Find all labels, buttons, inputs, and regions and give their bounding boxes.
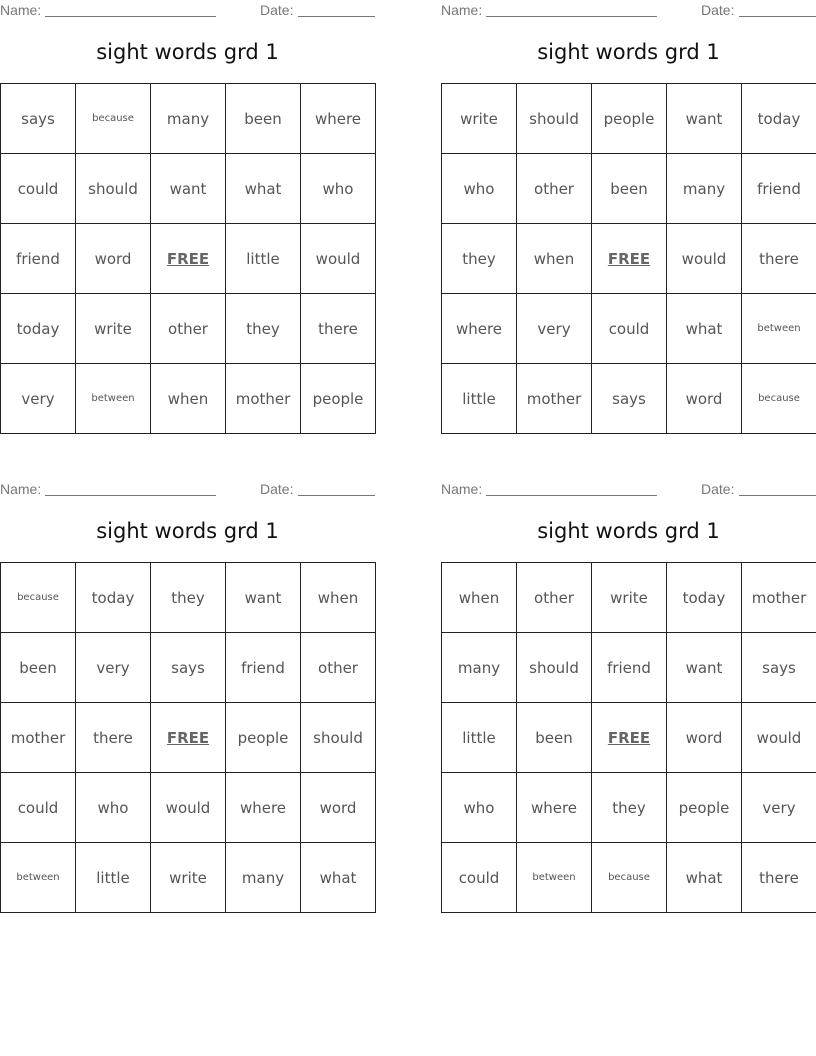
word-cell: says	[1, 84, 76, 154]
card-title-text: sight words grd 1	[96, 40, 279, 64]
date-label: Date:	[260, 2, 294, 18]
date-line	[739, 16, 816, 17]
grid-row	[442, 633, 816, 703]
word-cell: what	[226, 154, 301, 224]
bingo-grid	[441, 83, 816, 434]
word-cell: would	[301, 224, 376, 294]
free-space-cell: FREE	[592, 703, 667, 773]
word-cell: between	[1, 843, 76, 913]
word-cell: should	[517, 84, 592, 154]
word-cell: other	[301, 633, 376, 703]
bingo-card-2	[441, 0, 816, 408]
word-cell: who	[301, 154, 376, 224]
grid-row	[1, 703, 376, 773]
word-cell: could	[1, 773, 76, 843]
grid-row	[442, 843, 816, 913]
word-cell: could	[1, 154, 76, 224]
word-cell: friend	[226, 633, 301, 703]
word-cell: should	[517, 633, 592, 703]
word-cell: people	[667, 773, 742, 843]
word-cell: there	[76, 703, 151, 773]
bingo-card-3	[0, 479, 375, 887]
word-cell: there	[742, 224, 816, 294]
word-cell: been	[1, 633, 76, 703]
word-cell: other	[151, 294, 226, 364]
word-cell: write	[592, 563, 667, 633]
word-cell: they	[592, 773, 667, 843]
word-cell: when	[151, 364, 226, 434]
word-cell: should	[301, 703, 376, 773]
grid-row	[442, 563, 816, 633]
word-cell: would	[151, 773, 226, 843]
date-label: Date:	[260, 481, 294, 497]
grid-row	[442, 703, 816, 773]
word-cell: today	[1, 294, 76, 364]
grid-row	[1, 224, 376, 294]
word-cell: because	[1, 563, 76, 633]
grid-row	[442, 84, 816, 154]
word-cell: what	[667, 294, 742, 364]
date-line	[739, 495, 816, 496]
word-cell: because	[592, 843, 667, 913]
bingo-grid	[0, 83, 376, 434]
word-cell: write	[151, 843, 226, 913]
card-header	[441, 0, 816, 22]
word-cell: there	[742, 843, 816, 913]
grid-row	[1, 633, 376, 703]
card-header	[0, 479, 375, 501]
word-cell: between	[742, 294, 816, 364]
word-cell: want	[151, 154, 226, 224]
word-cell: other	[517, 563, 592, 633]
word-cell: says	[742, 633, 816, 703]
word-cell: other	[517, 154, 592, 224]
word-cell: word	[76, 224, 151, 294]
word-cell: want	[667, 84, 742, 154]
word-cell: very	[742, 773, 816, 843]
word-cell: they	[226, 294, 301, 364]
card-title	[0, 40, 375, 64]
word-cell: today	[667, 563, 742, 633]
grid-row	[442, 154, 816, 224]
word-cell: who	[442, 773, 517, 843]
name-label: Name:	[0, 481, 42, 497]
word-cell: would	[742, 703, 816, 773]
word-cell: little	[76, 843, 151, 913]
word-cell: write	[76, 294, 151, 364]
word-cell: should	[76, 154, 151, 224]
word-cell: when	[517, 224, 592, 294]
word-cell: where	[517, 773, 592, 843]
word-cell: little	[442, 364, 517, 434]
word-cell: because	[76, 84, 151, 154]
name-line	[45, 16, 216, 17]
word-cell: mother	[742, 563, 816, 633]
word-cell: they	[442, 224, 517, 294]
word-cell: says	[592, 364, 667, 434]
word-cell: because	[742, 364, 816, 434]
word-cell: many	[226, 843, 301, 913]
word-cell: word	[301, 773, 376, 843]
word-cell: they	[151, 563, 226, 633]
bingo-grid	[0, 562, 376, 913]
card-header	[441, 479, 816, 501]
free-space-cell: FREE	[151, 703, 226, 773]
word-cell: says	[151, 633, 226, 703]
grid-row	[1, 563, 376, 633]
grid-row	[442, 294, 816, 364]
date-label: Date:	[701, 481, 735, 497]
word-cell: what	[301, 843, 376, 913]
grid-row	[1, 364, 376, 434]
word-cell: today	[742, 84, 816, 154]
free-space-cell: FREE	[592, 224, 667, 294]
word-cell: who	[76, 773, 151, 843]
card-title	[0, 519, 375, 543]
date-line	[298, 16, 375, 17]
grid-row	[1, 843, 376, 913]
bingo-card-1	[0, 0, 375, 408]
word-cell: little	[226, 224, 301, 294]
word-cell: mother	[517, 364, 592, 434]
word-cell: word	[667, 364, 742, 434]
word-cell: between	[76, 364, 151, 434]
card-title-text: sight words grd 1	[96, 519, 279, 543]
word-cell: been	[517, 703, 592, 773]
word-cell: would	[667, 224, 742, 294]
card-title	[441, 40, 816, 64]
bingo-card-4	[441, 479, 816, 887]
word-cell: there	[301, 294, 376, 364]
word-cell: friend	[592, 633, 667, 703]
word-cell: many	[667, 154, 742, 224]
name-label: Name:	[0, 2, 42, 18]
word-cell: when	[442, 563, 517, 633]
grid-row	[1, 294, 376, 364]
date-line	[298, 495, 375, 496]
grid-row	[1, 773, 376, 843]
word-cell: been	[226, 84, 301, 154]
name-line	[486, 16, 657, 17]
word-cell: where	[442, 294, 517, 364]
card-header	[0, 0, 375, 22]
name-line	[45, 495, 216, 496]
word-cell: between	[517, 843, 592, 913]
word-cell: could	[442, 843, 517, 913]
grid-row	[442, 364, 816, 434]
word-cell: many	[151, 84, 226, 154]
grid-row	[442, 773, 816, 843]
date-label: Date:	[701, 2, 735, 18]
card-title	[441, 519, 816, 543]
free-space-cell: FREE	[151, 224, 226, 294]
word-cell: word	[667, 703, 742, 773]
word-cell: many	[442, 633, 517, 703]
word-cell: today	[76, 563, 151, 633]
grid-row	[1, 84, 376, 154]
name-label: Name:	[441, 2, 483, 18]
word-cell: very	[76, 633, 151, 703]
card-title-text: sight words grd 1	[537, 40, 720, 64]
word-cell: very	[517, 294, 592, 364]
word-cell: people	[301, 364, 376, 434]
word-cell: been	[592, 154, 667, 224]
word-cell: mother	[1, 703, 76, 773]
word-cell: want	[667, 633, 742, 703]
grid-row	[1, 154, 376, 224]
bingo-grid	[441, 562, 816, 913]
word-cell: where	[301, 84, 376, 154]
word-cell: could	[592, 294, 667, 364]
word-cell: friend	[1, 224, 76, 294]
word-cell: who	[442, 154, 517, 224]
word-cell: very	[1, 364, 76, 434]
word-cell: little	[442, 703, 517, 773]
word-cell: friend	[742, 154, 816, 224]
word-cell: want	[226, 563, 301, 633]
word-cell: people	[226, 703, 301, 773]
word-cell: mother	[226, 364, 301, 434]
word-cell: what	[667, 843, 742, 913]
word-cell: where	[226, 773, 301, 843]
card-title-text: sight words grd 1	[537, 519, 720, 543]
word-cell: people	[592, 84, 667, 154]
word-cell: when	[301, 563, 376, 633]
grid-row	[442, 224, 816, 294]
name-line	[486, 495, 657, 496]
word-cell: write	[442, 84, 517, 154]
name-label: Name:	[441, 481, 483, 497]
